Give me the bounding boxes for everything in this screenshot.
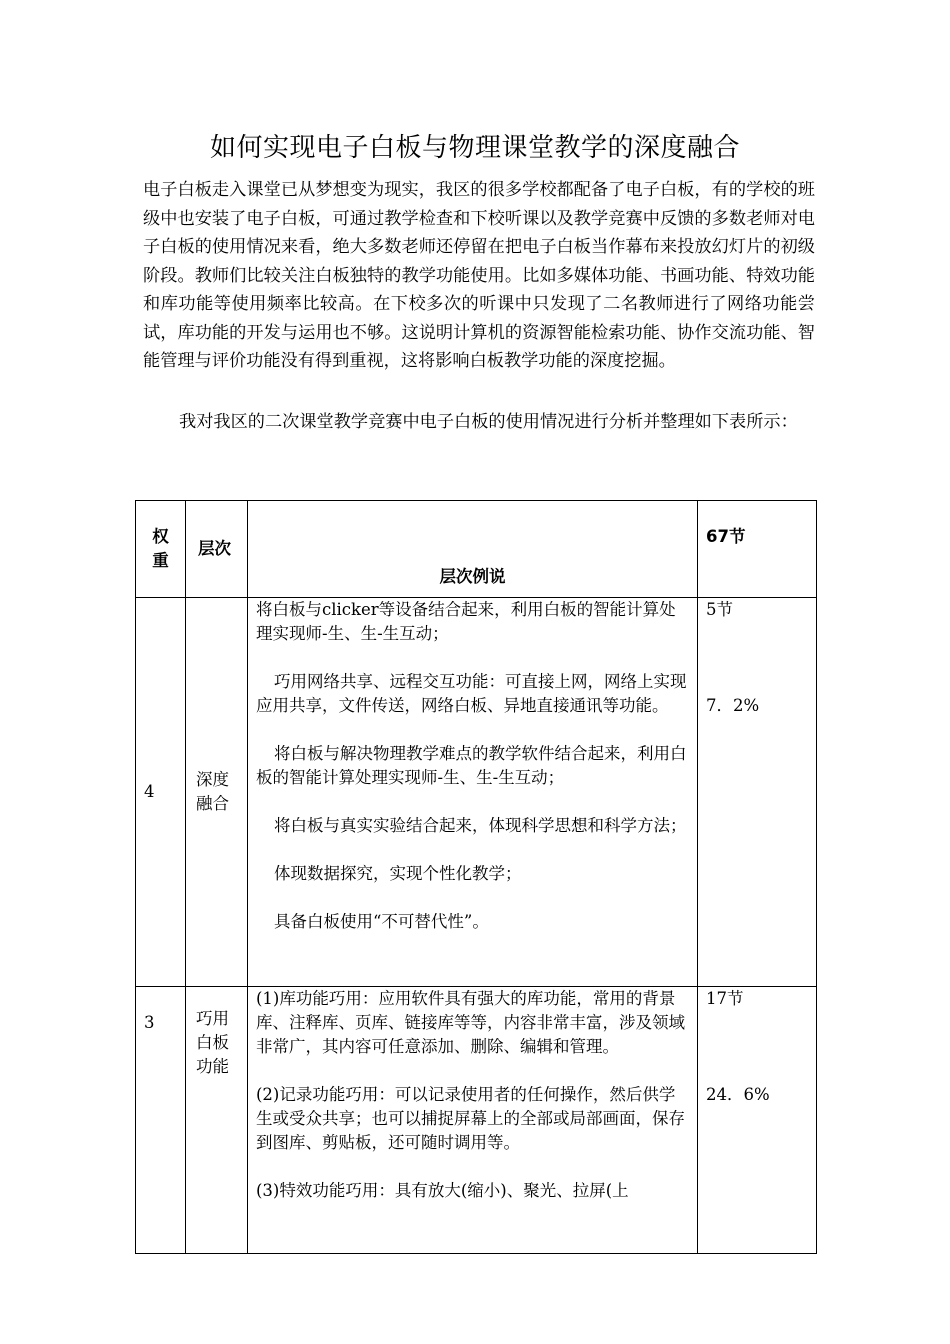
row-weight: 4 bbox=[136, 598, 186, 987]
document-title: 如何实现电子白板与物理课堂教学的深度融合 bbox=[209, 133, 740, 163]
header-weight bbox=[136, 501, 186, 598]
row-count: 17节 bbox=[706, 989, 744, 1008]
example-item: (2)记录功能巧用：可以记录使用者的任何操作，然后供学生或受众共享；也可以捕捉屏幕上的全部或局部画面，保存到图库、剪贴板，还可随时调用等。 bbox=[256, 1085, 685, 1152]
lead-paragraph: 我对我区的二次课堂教学竞赛中电子白板的使用情况进行分析并整理如下表所示： bbox=[179, 412, 798, 432]
example-item: 将白板与真实实验结合起来，体现科学思想和科学方法； bbox=[274, 816, 687, 835]
row-level bbox=[186, 987, 248, 1254]
row-examples bbox=[248, 598, 698, 987]
intro-paragraph: 电子白板走入课堂已从梦想变为现实，我区的很多学校都配备了电子白板，有的学校的班级中也安装了电子白板，可通过教学检查和下校听课以及教学竞赛中反馈的多数老师对电子白板的使用情况来看，绝大多数老师还停留在把电子白板当作幕布来投放幻灯片的初级阶段。教师们比较关注白板独特的教学功能使用。比如多媒体功能、书画功能、特效功能和库功能等使用频率比较高。在下校多次的听课中只发现了二名教师进行了网络功能尝试，库功能的开发与运用也不够。这说明计算机的资源智能检索功能、协作交流功能、智能管理与评价功能没有得到重视，这将影响白板教学功能的深度挖掘。 bbox=[143, 180, 815, 371]
example-item: 巧用网络共享、远程交互功能：可直接上网，网络上实现应用共享，文件传送，网络白板、异地直接通讯等功能。 bbox=[256, 672, 687, 715]
table-row bbox=[136, 598, 817, 987]
row-stats bbox=[698, 598, 817, 987]
row-stats bbox=[698, 987, 817, 1254]
row-weight: 3 bbox=[136, 987, 186, 1254]
example-item: 具备白板使用“不可替代性”。 bbox=[274, 912, 489, 931]
example-item: (3)特效功能巧用：具有放大(缩小)、聚光、拉屏(上 bbox=[256, 1181, 629, 1200]
example-item: 体现数据探究，实现个性化教学； bbox=[274, 864, 522, 883]
row-level bbox=[186, 598, 248, 987]
example-item: 将白板与解决物理教学难点的教学软件结合起来，利用白板的智能计算处理实现师-生、生-生互动； bbox=[256, 744, 687, 787]
table-header-row bbox=[136, 501, 817, 598]
row-level-label: 巧用白板功能 bbox=[196, 1009, 229, 1076]
table-row bbox=[136, 987, 817, 1254]
header-examples: 层次例说 bbox=[248, 501, 698, 598]
row-count: 5节 bbox=[706, 600, 733, 619]
row-examples bbox=[248, 987, 698, 1254]
row-percent: 7．2% bbox=[706, 696, 760, 715]
example-item: 将白板与clicker等设备结合起来，利用白板的智能计算处理实现师-生、生-生互动； bbox=[256, 600, 676, 643]
header-weight-label: 权重 bbox=[152, 527, 169, 570]
example-item: (1)库功能巧用：应用软件具有强大的库功能，常用的背景库、注释库、页库、链接库等等，内容非常丰富，涉及领域非常广，其内容可任意添加、删除、编辑和管理。 bbox=[256, 989, 685, 1056]
header-level: 层次 bbox=[186, 501, 248, 598]
levels-table bbox=[135, 500, 817, 1254]
row-level-label: 深度融合 bbox=[196, 770, 229, 813]
row-percent: 24．6% bbox=[706, 1085, 770, 1104]
header-count: 67节 bbox=[698, 501, 817, 598]
